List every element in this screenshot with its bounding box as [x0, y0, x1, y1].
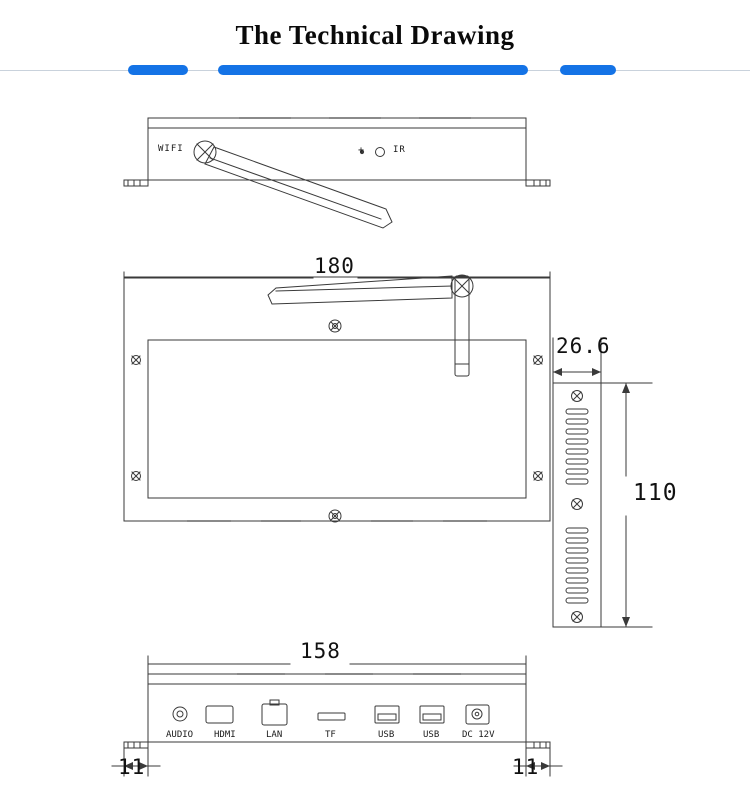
dimension-26-6-value: 26.6 [556, 334, 611, 358]
front-view-group [124, 275, 550, 522]
side-view-group [553, 383, 601, 627]
ir-label: IR [393, 145, 406, 155]
page-header [0, 0, 750, 76]
usb-port-2-label: USB [423, 730, 440, 740]
dc-power-label: DC 12V [462, 730, 495, 740]
header-accent-dash-center [218, 65, 528, 75]
top-view-group [124, 118, 550, 228]
usb-port-1-label: USB [378, 730, 395, 740]
audio-port-label: AUDIO [166, 730, 194, 740]
dimension-11-right-value: 11 [512, 755, 540, 779]
power-plus-label: + [358, 145, 365, 156]
dimension-158-value: 158 [300, 639, 341, 663]
header-accent-dash-right [560, 65, 616, 75]
lan-port-label: LAN [266, 730, 283, 740]
dimension-11-left-value: 11 [118, 755, 146, 779]
dimension-110-value: 110 [633, 480, 678, 506]
page-title: The Technical Drawing [235, 20, 515, 50]
wifi-label: WIFI [158, 144, 184, 154]
drawing-svg [0, 76, 750, 799]
hdmi-port-label: HDMI [214, 730, 236, 740]
header-accent-dash-left [128, 65, 188, 75]
drawing-canvas [0, 76, 750, 799]
tf-slot-label: TF [325, 730, 336, 740]
dimension-180-value: 180 [314, 254, 355, 278]
